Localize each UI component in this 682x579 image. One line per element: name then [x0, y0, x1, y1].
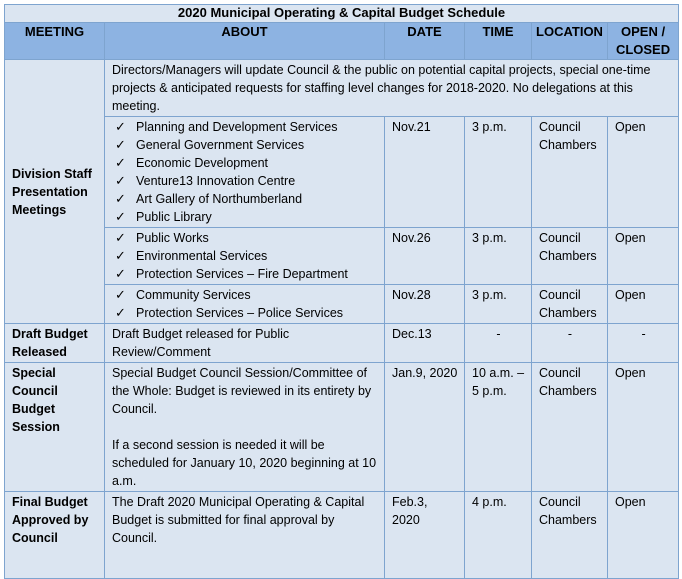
check-icon: ✓ [115, 119, 126, 134]
location-cell: Council Chambers [532, 117, 608, 228]
date-cell: Feb.3, 2020 [385, 492, 465, 579]
check-icon: ✓ [115, 191, 126, 206]
location-cell: Council Chambers [532, 285, 608, 324]
list-item [112, 136, 378, 154]
header-row [5, 23, 679, 60]
time-cell: 3 p.m. [465, 228, 532, 285]
time-cell: 10 a.m. – 5 p.m. [465, 363, 532, 492]
title-row [5, 5, 679, 23]
about-cell: The Draft 2020 Municipal Operating & Capital Budget is submitted for final approval by Council. [105, 492, 385, 579]
list-item [112, 265, 378, 283]
date-cell: Nov.26 [385, 228, 465, 285]
check-icon: ✓ [115, 209, 126, 224]
date-cell: Nov.21 [385, 117, 465, 228]
meeting-division: Division Staff Presentation Meetings [5, 60, 105, 324]
group-1-list [112, 118, 378, 226]
date-cell: Dec.13 [385, 324, 465, 363]
header-location: LOCATION [532, 23, 608, 60]
list-item [112, 247, 378, 265]
location-cell: Council Chambers [532, 492, 608, 579]
list-item-label: Art Gallery of Northumberland [136, 192, 303, 206]
header-time: TIME [465, 23, 532, 60]
location-cell: Council Chambers [532, 363, 608, 492]
about-cell: Draft Budget released for Public Review/Comment [105, 324, 385, 363]
list-item [112, 154, 378, 172]
list-item-label: General Government Services [136, 138, 305, 152]
meeting-final: Final Budget Approved by Council [5, 492, 105, 579]
check-icon: ✓ [115, 305, 126, 320]
open-cell: Open [608, 363, 679, 492]
date-cell: Nov.28 [385, 285, 465, 324]
header-meeting: MEETING [5, 23, 105, 60]
time-cell: 4 p.m. [465, 492, 532, 579]
list-item [112, 229, 378, 247]
list-item-label: Economic Development [136, 156, 269, 170]
budget-schedule-table [4, 4, 679, 579]
table-title: 2020 Municipal Operating & Capital Budget Schedule [5, 5, 679, 23]
open-cell: - [608, 324, 679, 363]
list-item [112, 286, 378, 304]
open-cell: Open [608, 492, 679, 579]
list-item-label: Planning and Development Services [136, 120, 338, 134]
list-item-label: Public Works [136, 231, 209, 245]
location-cell: Council Chambers [532, 228, 608, 285]
table-row [5, 60, 679, 117]
table-row [5, 363, 679, 492]
time-cell: 3 p.m. [465, 285, 532, 324]
meeting-draft: Draft Budget Released [5, 324, 105, 363]
list-item [112, 208, 378, 226]
list-item-label: Protection Services – Fire Department [136, 267, 348, 281]
about-cell [105, 363, 385, 492]
open-cell: Open [608, 285, 679, 324]
about-paragraph: Special Budget Council Session/Committee of the Whole: Budget is reviewed in its entirety by Council. [112, 366, 372, 416]
time-cell: 3 p.m. [465, 117, 532, 228]
open-cell: Open [608, 228, 679, 285]
list-item [112, 304, 378, 322]
group-2-list [112, 229, 378, 283]
list-item-label: Community Services [136, 288, 251, 302]
check-icon: ✓ [115, 248, 126, 263]
list-item [112, 172, 378, 190]
check-icon: ✓ [115, 155, 126, 170]
list-item-label: Public Library [136, 210, 212, 224]
open-cell: Open [608, 117, 679, 228]
group-3-list [112, 286, 378, 322]
check-icon: ✓ [115, 230, 126, 245]
table-row [5, 492, 679, 579]
list-item-label: Venture13 Innovation Centre [136, 174, 296, 188]
list-item [112, 190, 378, 208]
table-row [5, 324, 679, 363]
list-item-label: Protection Services – Police Services [136, 306, 344, 320]
check-icon: ✓ [115, 266, 126, 281]
table-row [5, 228, 679, 285]
date-cell: Jan.9, 2020 [385, 363, 465, 492]
location-cell: - [532, 324, 608, 363]
header-open-closed: OPEN / CLOSED [608, 23, 679, 60]
table-row [5, 285, 679, 324]
division-intro: Directors/Managers will update Council & the public on potential capital projects, special one-time projects & anticipated requests for staffing level changes for 2018-2020. No delegations at this meeting. [105, 60, 679, 117]
about-paragraph: If a second session is needed it will be scheduled for January 10, 2020 beginning at 10 a.m. [112, 438, 377, 488]
time-cell: - [465, 324, 532, 363]
meeting-special: Special Council Budget Session [5, 363, 105, 492]
check-icon: ✓ [115, 137, 126, 152]
list-item [112, 118, 378, 136]
header-about: ABOUT [105, 23, 385, 60]
check-icon: ✓ [115, 173, 126, 188]
list-item-label: Environmental Services [136, 249, 268, 263]
table-row [5, 117, 679, 228]
header-date: DATE [385, 23, 465, 60]
check-icon: ✓ [115, 287, 126, 302]
